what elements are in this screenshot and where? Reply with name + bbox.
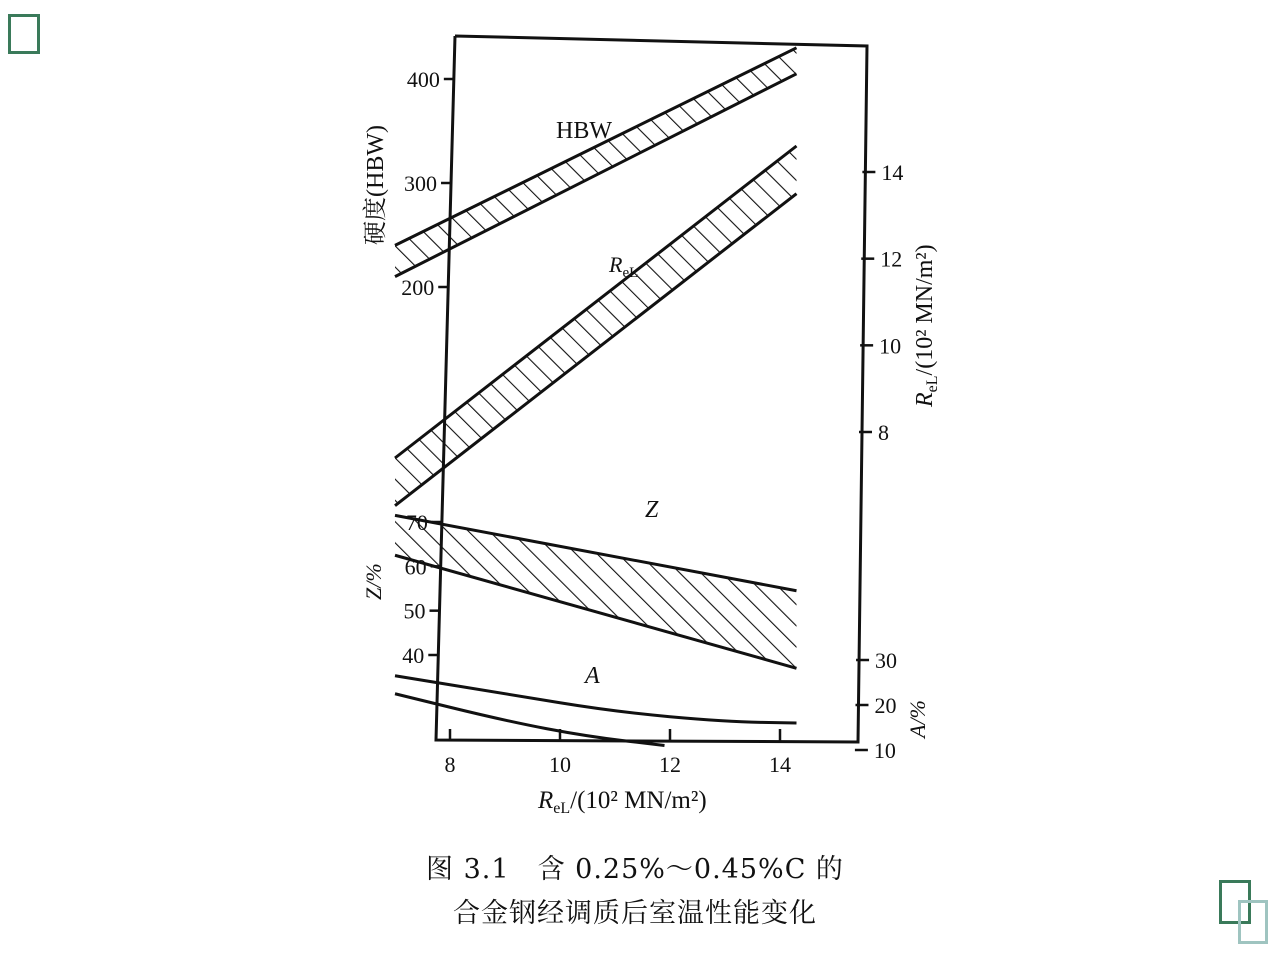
- x-tick-label-10: 10: [549, 752, 571, 777]
- x-axis-label: $R_{eL}/(10^2$ MN/m²): [538, 787, 707, 817]
- right-tick-label-0-10: 10: [879, 333, 902, 359]
- caption-line-1: 图 3.1 含 0.25%～0.45%C 的: [426, 854, 844, 885]
- left-tick-label-1-60: 60: [404, 554, 427, 580]
- right-tick-label-0-12: 12: [880, 246, 903, 272]
- band-label-z: Z: [645, 497, 659, 523]
- band-upper-edge-1: [395, 146, 797, 458]
- band-lower-edge-0: [395, 74, 797, 277]
- curve-label-a: A: [585, 663, 600, 689]
- left-tick-label-0-200: 200: [401, 275, 435, 300]
- right-axis-label-a: A/%: [905, 700, 930, 738]
- right-tick-label-1-30: 30: [875, 648, 898, 673]
- left-tick-label-1-40: 40: [402, 643, 425, 668]
- x-tick-label-8: 8: [444, 752, 456, 777]
- right-tick-label-0-14: 14: [881, 160, 904, 185]
- left-tick-label-1-50: 50: [403, 598, 426, 624]
- left-tick-label-0-400: 400: [406, 67, 440, 92]
- band-label-rel: $R_{eL}$: [609, 252, 639, 281]
- x-tick-label-14: 14: [769, 752, 791, 777]
- right-axis-label-rel: $R_{eL}/(10^2$ MN/m²): [912, 244, 941, 407]
- right-tick-label-1-20: 20: [874, 693, 897, 718]
- figure-caption: [0, 848, 1280, 936]
- right-tick-label-1-10: 10: [873, 738, 896, 763]
- x-tick-label-12: 12: [659, 752, 681, 777]
- left-tick-label-0-300: 300: [404, 171, 438, 196]
- band-fill-1: [395, 146, 797, 506]
- left-axis-label-z: Z/%: [361, 563, 386, 600]
- left-axis-label-hbw: 硬度(HBW): [363, 125, 389, 245]
- caption-line-2: 合金钢经调质后室温性能变化: [453, 898, 817, 929]
- left-tick-label-1-70: 70: [405, 510, 428, 535]
- band-label-hbw: HBW: [556, 118, 612, 144]
- band-fill-2: [395, 515, 797, 668]
- right-tick-label-0-8: 8: [878, 420, 890, 445]
